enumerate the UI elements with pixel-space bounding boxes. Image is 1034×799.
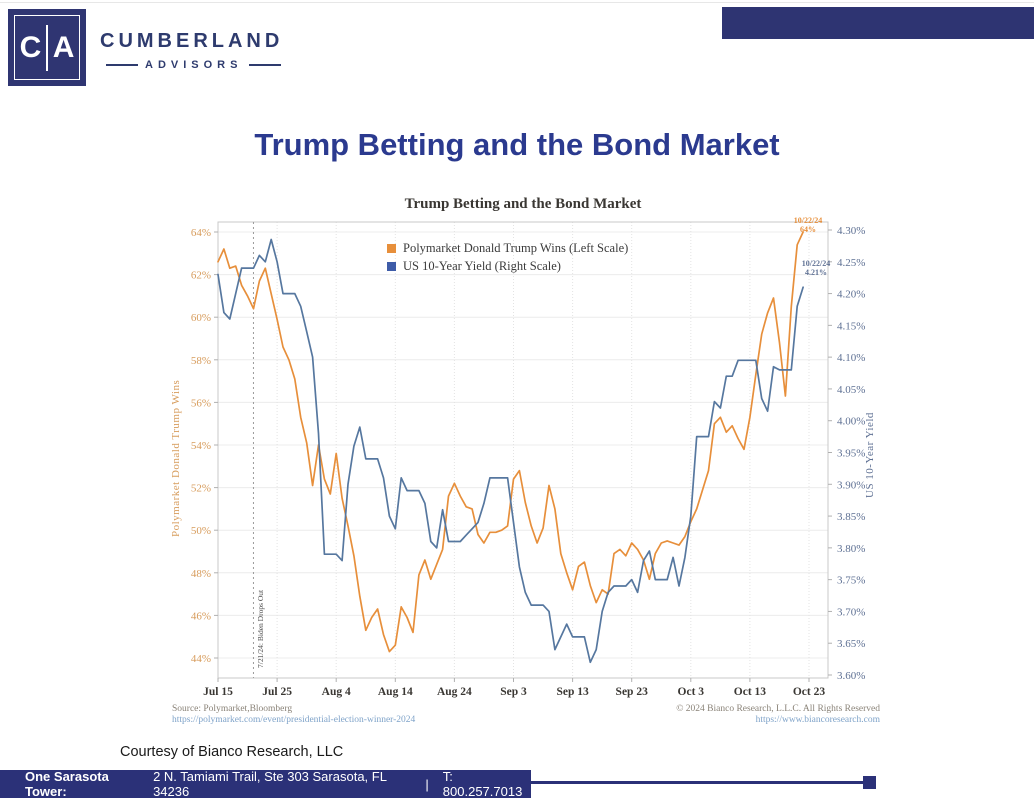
right-axis-tick-label: 3.85% — [837, 511, 866, 524]
left-axis-tick-label: 58% — [190, 354, 211, 367]
left-axis-tick-label: 44% — [190, 653, 211, 665]
x-axis-tick-label: Jul 15 — [203, 686, 233, 698]
plot-border — [218, 222, 828, 678]
source-block — [172, 704, 415, 725]
brand-name: CUMBERLAND — [100, 30, 284, 52]
left-axis-tick-label: 60% — [190, 312, 211, 325]
right-axis-tick-label: 3.60% — [837, 670, 866, 682]
brand-block — [100, 30, 283, 71]
logo-divider — [46, 25, 48, 71]
right-axis-tick-label: 3.95% — [837, 447, 866, 460]
top-right-bar — [722, 7, 1034, 39]
trump-odds-line — [218, 232, 803, 652]
footer-rule-line — [531, 781, 866, 784]
chart-title: Trump Betting and the Bond Market — [404, 196, 642, 212]
top-hairline — [0, 2, 1034, 3]
x-axis-tick-label: Oct 23 — [792, 686, 826, 698]
left-axis-tick-label: 52% — [190, 482, 211, 495]
left-axis-tick-label: 64% — [190, 227, 211, 239]
copyright-block — [568, 704, 880, 725]
left-axis-tick-label: 50% — [190, 525, 211, 538]
legend-item-yield — [387, 259, 628, 274]
legend-swatch-blue-icon — [387, 262, 396, 271]
logo-letter-a: A — [52, 30, 75, 64]
right-axis-tick-label: 3.90% — [837, 479, 866, 492]
ten-year-yield-line — [218, 240, 803, 663]
left-axis-tick-label: 46% — [190, 610, 211, 623]
x-axis-tick-label: Oct 13 — [733, 686, 767, 698]
yield-end-date: 10/22/24 — [801, 259, 831, 268]
cumberland-logo — [8, 9, 86, 86]
source-link[interactable]: https://polymarket.com/event/presidential-election-winner-2024 — [172, 714, 416, 725]
legend-label-trump: Polymarket Donald Trump Wins (Left Scale) — [403, 241, 629, 255]
yield-end-annotation — [792, 259, 840, 277]
legend-item-trump — [387, 241, 628, 256]
footer-address: 2 N. Tamiami Trail, Ste 303 Sarasota, FL 34236 — [153, 769, 387, 799]
right-axis-tick-label: 4.25% — [837, 256, 866, 269]
right-axis-title: US 10-Year Yield — [864, 412, 876, 499]
trump-end-annotation — [784, 216, 832, 234]
x-axis-tick-label: Aug 4 — [321, 686, 351, 698]
right-axis-tick-label: 3.75% — [837, 574, 866, 587]
right-axis-tick-label: 4.15% — [837, 320, 866, 333]
footer-end-square — [863, 776, 876, 789]
footer-phone: T: 800.257.7013 — [442, 769, 523, 799]
legend-label-yield: US 10-Year Yield (Right Scale) — [403, 259, 561, 273]
right-axis-tick-label: 4.00% — [837, 415, 866, 428]
legend-swatch-orange-icon — [387, 244, 396, 253]
right-axis-tick-label: 4.30% — [837, 225, 866, 237]
brand-dash-right — [249, 64, 281, 66]
logo-letters — [20, 25, 75, 71]
x-axis-tick-label: Jul 25 — [262, 686, 292, 698]
yield-end-value: 4.21% — [805, 268, 827, 277]
right-axis-tick-label: 4.20% — [837, 288, 866, 301]
footer-separator: | — [425, 776, 429, 792]
right-axis-tick-label: 3.65% — [837, 638, 866, 651]
brand-subtitle-row — [106, 59, 283, 71]
x-axis-tick-label: Aug 24 — [436, 686, 472, 698]
trump-end-date: 10/22/24 — [793, 216, 823, 225]
bianco-chart — [168, 190, 895, 735]
x-axis-tick-label: Oct 3 — [677, 686, 705, 698]
left-axis-tick-label: 48% — [190, 567, 211, 580]
chart-legend — [387, 241, 628, 277]
source-line: Source: Polymarket,Bloomberg — [172, 704, 293, 714]
copyright-line: © 2024 Bianco Research, L.L.C. All Rights Reserved — [676, 704, 880, 714]
page-title: Trump Betting and the Bond Market — [254, 127, 780, 162]
x-axis-tick-label: Sep 3 — [500, 686, 527, 698]
trump-end-value: 64% — [800, 225, 816, 234]
footer-address-label: One Sarasota Tower: — [25, 769, 109, 799]
right-axis-tick-label: 4.05% — [837, 383, 866, 396]
left-axis-title: Polymarket Donald Trump Wins — [170, 379, 182, 537]
right-axis-tick-label: 4.10% — [837, 352, 866, 365]
x-axis-tick-label: Aug 14 — [377, 686, 413, 698]
biden-drops-out-annotation: 7/21/24: Biden Drops Out — [256, 589, 265, 669]
left-axis-tick-label: 56% — [190, 397, 211, 410]
x-axis-tick-label: Sep 13 — [556, 686, 589, 698]
footer-address-bar — [0, 770, 531, 798]
left-axis-tick-label: 54% — [190, 440, 211, 452]
copyright-link[interactable]: https://www.biancoresearch.com — [755, 714, 880, 725]
logo-letter-c: C — [19, 30, 42, 64]
brand-dash-left — [106, 64, 138, 66]
courtesy-line: Courtesy of Bianco Research, LLC — [120, 744, 344, 760]
right-axis-tick-label: 3.70% — [837, 606, 866, 619]
x-axis-tick-label: Sep 23 — [615, 686, 648, 698]
right-axis-tick-label: 3.80% — [837, 542, 866, 555]
brand-subtitle: ADVISORS — [145, 59, 243, 71]
left-axis-tick-label: 62% — [190, 269, 211, 282]
